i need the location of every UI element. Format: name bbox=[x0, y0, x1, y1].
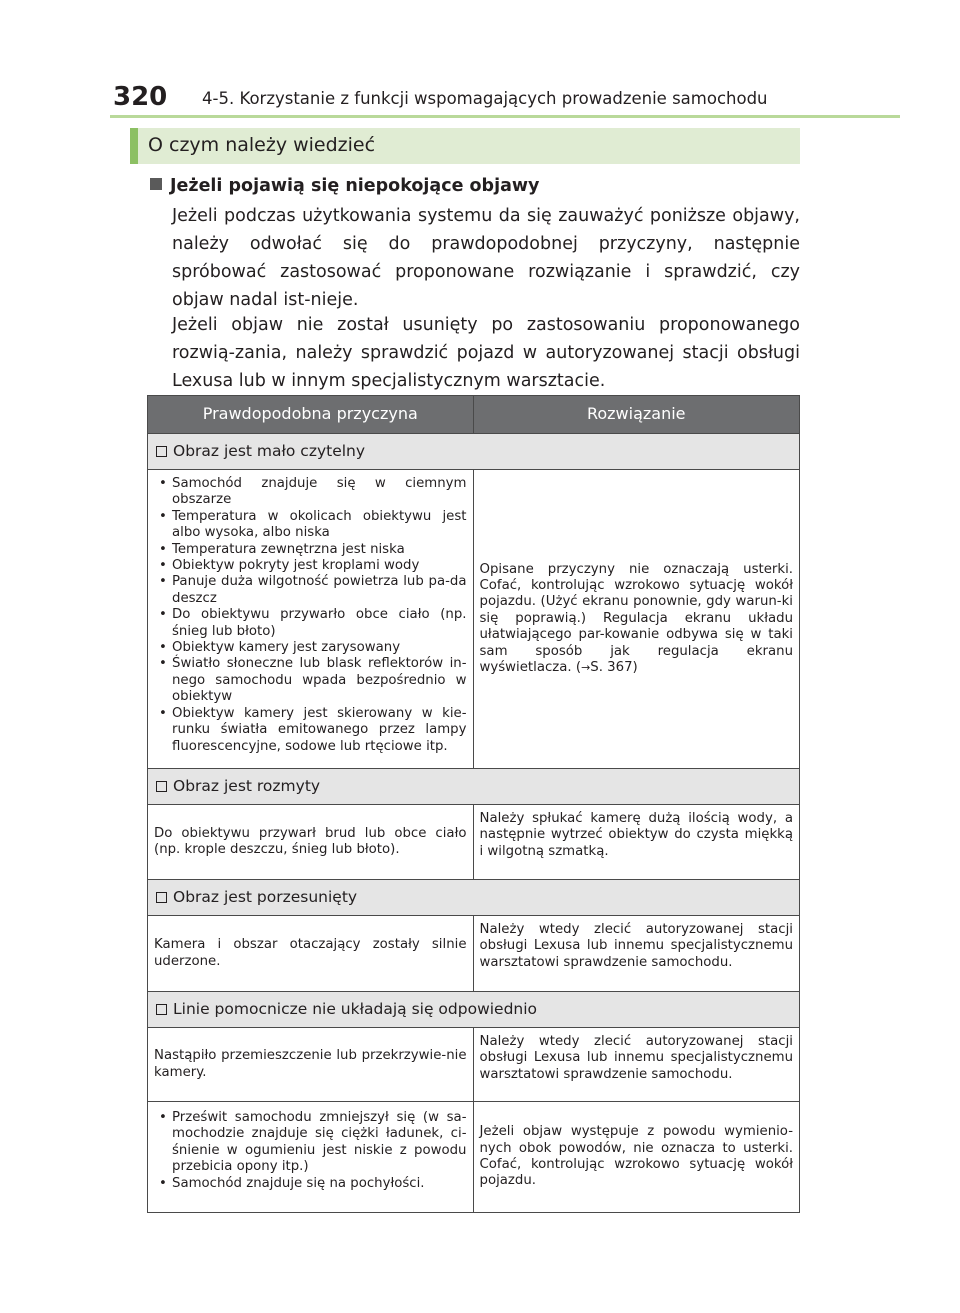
category-label: Obraz jest porzesunięty bbox=[173, 888, 358, 907]
table-header-row bbox=[148, 396, 800, 434]
header-cause: Prawdopodobna przyczyna bbox=[148, 396, 474, 434]
table-row bbox=[148, 1102, 800, 1213]
cause-text: Kamera i obszar otaczający zostały silnie uderzone. bbox=[154, 937, 467, 969]
list-item: • Do obiektywu przywarło obce ciało (np. śnieg lub błoto) bbox=[154, 607, 467, 640]
sub-heading bbox=[150, 176, 539, 196]
arrow-right-icon: → bbox=[581, 661, 591, 675]
solution-cell bbox=[473, 1102, 800, 1213]
list-item: • Temperatura zewnętrzna jest niska bbox=[154, 542, 467, 558]
solution-text: Należy wtedy zlecić autoryzowanej stacji obsługi Lexusa lub innemu specjalistycznemu warsztatowi sprawdzenie samochodu. bbox=[479, 1034, 793, 1082]
list-item: • Temperatura w okolicach obiektywu jest albo wysoka, albo niska bbox=[154, 509, 467, 542]
solution-cell bbox=[473, 470, 800, 769]
table-row bbox=[148, 470, 800, 769]
category-row bbox=[148, 434, 800, 470]
category-label: Obraz jest rozmyty bbox=[173, 777, 321, 796]
cause-cell bbox=[148, 1102, 474, 1213]
list-item: • Obiektyw pokryty jest kroplami wody bbox=[154, 558, 467, 574]
list-item: • Obiektyw kamery jest zarysowany bbox=[154, 640, 467, 656]
cause-cell bbox=[148, 470, 474, 769]
category-cell bbox=[148, 992, 800, 1028]
solution-text: Opisane przyczyny nie oznaczają usterki. Cofać, kontrolując wzrokowo sytuację wokół pojazdu. (Użyć ekranu ponownie, gdy warun-ki się poprawią.) Regulacja ekranu układu ułatwiającego par-kowanie odbywa się w taki sam sposób jak regulacja ekranu wyświetlacza. ( bbox=[479, 561, 793, 676]
category-row bbox=[148, 769, 800, 805]
header-solution: Rozwiązanie bbox=[473, 396, 800, 434]
square-bullet-icon bbox=[150, 178, 162, 190]
cause-cell bbox=[148, 916, 474, 992]
symptom-table bbox=[147, 395, 800, 1213]
checkbox-icon bbox=[156, 1004, 167, 1015]
cause-text: Do obiektywu przywarł brud lub obce ciało (np. krople deszczu, śnieg lub błoto). bbox=[154, 825, 467, 857]
solution-cell bbox=[473, 916, 800, 992]
section-title: O czym należy wiedzieć bbox=[148, 134, 376, 156]
cause-text: Nastąpiło przemieszczenie lub przekrzywie-nie kamery. bbox=[154, 1048, 467, 1080]
solution-cell bbox=[473, 805, 800, 880]
list-item: • Panuje duża wilgotność powietrza lub pa-da deszcz bbox=[154, 574, 467, 607]
category-row bbox=[148, 880, 800, 916]
page-number: 320 bbox=[113, 82, 168, 112]
category-label: Linie pomocnicze nie układają się odpowiednio bbox=[173, 1000, 538, 1019]
cause-cell bbox=[148, 1028, 474, 1102]
table-row bbox=[148, 805, 800, 880]
solution-text: Należy wtedy zlecić autoryzowanej stacji obsługi Lexusa lub innemu specjalistycznemu warsztatowi sprawdzenie samochodu. bbox=[479, 922, 793, 970]
checkbox-icon bbox=[156, 781, 167, 792]
category-label: Obraz jest mało czytelny bbox=[173, 442, 366, 461]
page-reference: S. 367) bbox=[590, 660, 638, 676]
cause-list bbox=[154, 1110, 467, 1192]
solution-text: Należy spłukać kamerę dużą ilością wody, a następnie wytrzeć obiektyw do czysta miękką i wilgotną szmatką. bbox=[479, 811, 793, 859]
list-item: • Samochód znajduje się w ciemnym obszarze bbox=[154, 476, 467, 509]
checkbox-icon bbox=[156, 892, 167, 903]
header-rule bbox=[110, 115, 900, 118]
table-row bbox=[148, 916, 800, 992]
chapter-title: 4-5. Korzystanie z funkcji wspomagających prowadzenie samochodu bbox=[202, 89, 768, 108]
category-cell bbox=[148, 434, 800, 470]
section-accent-bar bbox=[130, 128, 138, 164]
cause-list bbox=[154, 476, 467, 755]
section-box bbox=[130, 128, 800, 164]
solution-cell bbox=[473, 1028, 800, 1102]
sub-heading-text: Jeżeli pojawią się niepokojące objawy bbox=[170, 176, 540, 196]
intro-paragraph-2: Jeżeli objaw nie został usunięty po zastosowaniu proponowanego rozwią-zania, należy sprawdzić pojazd w autoryzowanej stacji obsługi Lexusa lub w innym specjalistycznym warsztacie. bbox=[172, 315, 800, 391]
list-item: • Światło słoneczne lub blask reflektorów in-nego samochodu wpada bezpośrednio w obiektyw bbox=[154, 656, 467, 705]
solution-text-wrap bbox=[480, 562, 794, 677]
category-cell bbox=[148, 769, 800, 805]
category-cell bbox=[148, 880, 800, 916]
list-item: • Obiektyw kamery jest skierowany w kie-runku światła emitowanego przez lampy fluorescencyjne, sodowe lub rtęciowe itp. bbox=[154, 706, 467, 755]
table-row bbox=[148, 1028, 800, 1102]
list-item: • Prześwit samochodu zmniejszył się (w sa-mochodzie znajduje się ciężki ładunek, ci-śnienie w ogumieniu jest niskie z powodu przebicia opony itp.) bbox=[154, 1110, 467, 1176]
page-header bbox=[110, 80, 900, 114]
intro-paragraph-1: Jeżeli podczas użytkowania systemu da się zauważyć poniższe objawy, należy odwołać się do prawdopodobnej przyczyny, następnie spróbować zastosować proponowane rozwiązanie i sprawdzić, czy objaw nadal ist-nieje. bbox=[172, 206, 800, 310]
solution-text: Jeżeli objaw występuje z powodu wymienio-nych obok powodów, nie oznacza to usterki. Cofać, kontrolując wzrokowo sytuację wokół pojazdu. bbox=[479, 1124, 793, 1189]
list-item: • Samochód znajduje się na pochyłości. bbox=[154, 1176, 467, 1192]
checkbox-icon bbox=[156, 446, 167, 457]
cause-cell bbox=[148, 805, 474, 880]
category-row bbox=[148, 992, 800, 1028]
